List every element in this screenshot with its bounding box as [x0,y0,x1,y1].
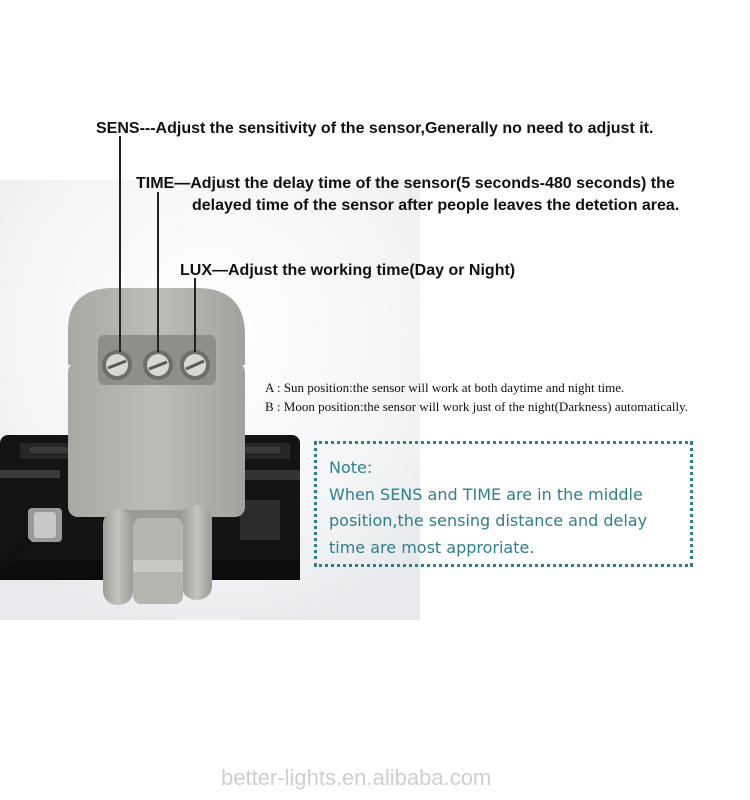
time-leader-line [157,192,159,352]
lux-callout: LUX—Adjust the working time(Day or Night) [180,262,516,279]
note-box [314,441,693,567]
sens-callout: SENS---Adjust the sensitivity of the sensor,Generally no need to adjust it. [96,120,654,137]
time-callout-line1: TIME—Adjust the delay time of the sensor(5 seconds-480 seconds) the [136,175,675,192]
time-callout-line2: delayed time of the sensor after people leaves the detetion area. [192,197,680,214]
sens-leader-line [119,136,121,352]
sens-knob [102,350,132,380]
note-title: Note: [329,458,373,477]
position-a-text: A : Sun position:the sensor will work at both daytime and night time. [265,380,625,395]
lux-knob [180,350,210,380]
note-line-2: position,the sensing distance and delay [329,511,648,530]
watermark: better-lights.en.alibaba.com [221,765,492,790]
position-b-text: B : Moon position:the sensor will work just of the night(Darkness) automatically. [265,399,689,414]
note-line-1: When SENS and TIME are in the middle [329,485,643,504]
lux-leader-line [194,278,196,352]
sensor-head [103,505,212,605]
time-knob [143,350,173,380]
note-line-3: time are most approriate. [329,538,535,557]
